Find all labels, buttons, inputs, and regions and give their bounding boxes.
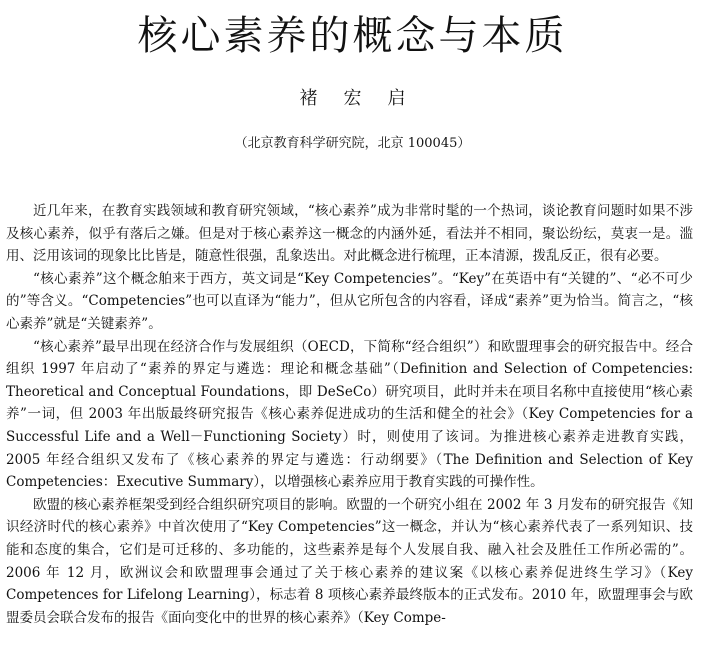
author-name: 褚宏启 xyxy=(299,88,432,109)
body-paragraph: 近几年来，在教育实践领域和教育研究领域，“核心素养”成为非常时髦的一个热词，谈论教育问题时如果不涉及核心素养，似乎有落后之嫌。但是对于核心素养这一概念的内涵外延，看法并不相同，聚讼纷纭，莫衷一是。滥用、泛用该词的现象比比皆是，随意性很强，乱象迭出。对此概念进行梳理，正本清源，拨乱反正，很有必要。 xyxy=(6,203,693,265)
article-body xyxy=(6,200,693,629)
body-paragraph: “核心素养”最早出现在经济合作与发展组织（OECD，下简称“经合组织”）和欧盟理事会的研究报告中。经合组织 1997 年启动了“素养的界定与遴选：理论和概念基础”（Definition and Selection of Competencies: Theoretical and Conceptual Foundations，即 DeSeCo）研究项目，此时并未在项目名称中直接使用“核心素养”一词，但 2003 年出版最终研究报告《核心素养促进成功的生活和健全的社会》（Key Competencies for a Successful Life and a Well－Functioning Society）时，则使用了该词。为推进核心素养走进教育实践，2005 年经合组织又发布了《核心素养的界定与遴选：行动纲要》（The Definition and Selection of Key Competencies：Executive Summary），以增强核心素养应用于教育实践的可操作性。 xyxy=(6,338,693,491)
body-paragraph: “核心素养”这个概念舶来于西方，英文词是“Key Competencies”。“Key”在英语中有“关键的”、“必不可少的”等含义。“Competencies”也可以直译为“能力”，但从它所包含的内容看，译成“素养”更为恰当。简言之，“核心素养”就是“关键素养”。 xyxy=(6,270,693,332)
body-paragraph: 欧盟的核心素养框架受到经合组织研究项目的影响。欧盟的一个研究小组在 2002 年 3 月发布的研究报告《知识经济时代的核心素养》中首次使用了“Key Competencies”这一概念，并认为“核心素养代表了一系列知识、技能和态度的集合，它们是可迁移的、多功能的，这些素养是每个人发展自我、融入社会及胜任工作所必需的”。2006 年 12 月，欧洲议会和欧盟理事会通过了关于核心素养的建议案《以核心素养促进终生学习》（Key Competences for Lifelong Learning），标志着 8 项核心素养最终版本的正式发布。2010 年，欧盟理事会与欧盟委员会联合发布的报告《面向变化中的世界的核心素养》（Key Compe- xyxy=(6,496,693,626)
paper-title: 核心素养的概念与本质 xyxy=(137,13,568,59)
author-affiliation: （北京教育科学研究院，北京 100045） xyxy=(234,136,471,151)
